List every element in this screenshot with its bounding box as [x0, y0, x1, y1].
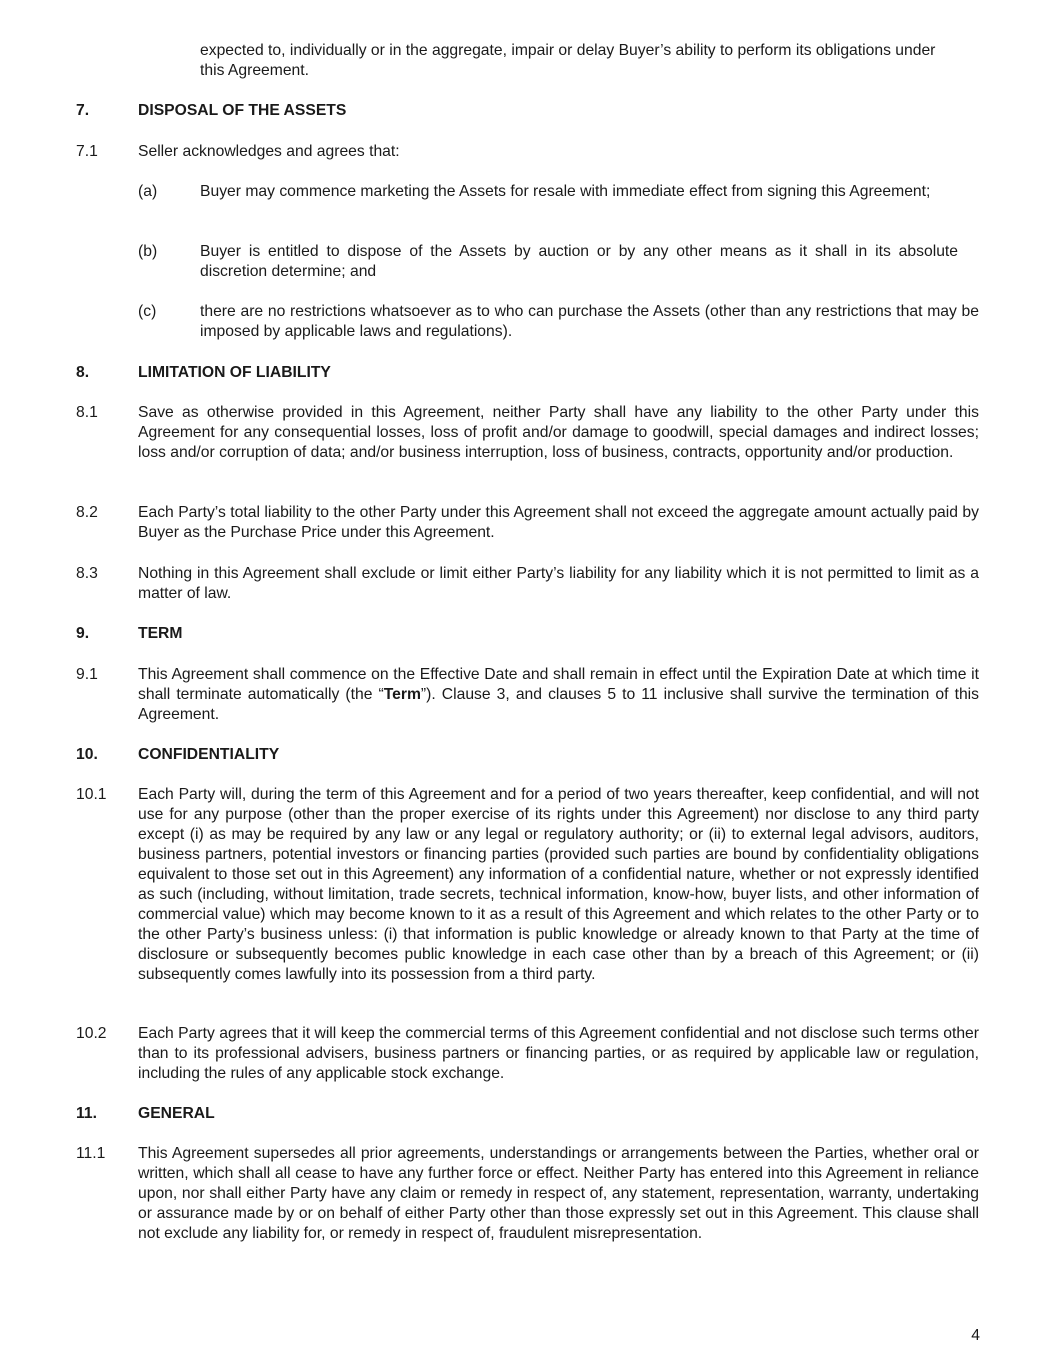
clause-number: 7.1 — [76, 143, 98, 160]
item-text: Buyer is entitled to dispose of the Assets by auction or by any other means as it shall in its absolute discretion determine; and — [200, 243, 958, 280]
section-11-heading — [76, 1104, 979, 1124]
clause-text-start: This Agreement shall commence on the Effective Date and shall remain in effect until the Expiration Date at which time it shall terminate automatically (the “ — [138, 666, 979, 703]
item-label: (b) — [138, 243, 158, 260]
section-title: CONFIDENTIALITY — [138, 746, 280, 763]
clause-9-1 — [76, 665, 979, 725]
item-text: there are no restrictions whatsoever as to who can purchase the Assets (other than any restrictions that may be imposed by applicable laws and regulations). — [200, 303, 979, 340]
clause-number: 8.3 — [76, 565, 98, 582]
clause-text: Each Party’s total liability to the other Party under this Agreement shall not exceed the aggregate amount actually paid by Buyer as the Purchase Price under this Agreement. — [138, 504, 979, 541]
clause-8-3 — [76, 564, 979, 604]
clause-7-1-c — [138, 302, 979, 342]
defined-term: Term — [383, 686, 421, 703]
section-9-heading — [76, 624, 979, 644]
section-number: 9. — [76, 625, 90, 642]
page-number: 4 — [971, 1327, 980, 1344]
section-number: 7. — [76, 102, 90, 119]
clause-number: 8.2 — [76, 504, 98, 521]
clause-text: Seller acknowledges and agrees that: — [138, 143, 400, 160]
clause-text: Each Party will, during the term of this Agreement and for a period of two years thereafter, keep confidential, and will not use for any purpose (other than the proper exercise of its rights under this Agreement) nor disclose to any third party except (i) as may be required by any law or any legal or regulatory authority; or (ii) to external legal advisors, auditors, business partners, potential investors or financing parties (provided such parties are bound by confidentiality obligations equivalent to those set out in this Agreement) any information of a confidential nature, whether or not expressly identified as such (including, without limitation, trade secrets, technical information, know-how, buyer lists, and other information of commercial value) which may become known to it as a result of this Agreement and which relates to the other Party or to the other Party’s business unless: (i) that information is public knowledge or already known to that Party at the time of disclosure or subsequently becomes public knowledge in each case other than by a breach of this Agreement; or (ii) subsequently comes lawfully into its possession from a third party. — [138, 786, 979, 983]
section-number: 10. — [76, 746, 98, 763]
section-7-heading — [76, 101, 979, 121]
clause-text-end: ”). Clause 3, and clauses 5 to 11 inclusive shall survive the termination of this Agreement. — [138, 686, 979, 723]
item-text: Buyer may commence marketing the Assets for resale with immediate effect from signing this Agreement; — [200, 183, 931, 200]
continuation-text: expected to, individually or in the aggregate, impair or delay Buyer’s ability to perform its obligations under this Agreement. — [200, 42, 936, 79]
clause-number: 10.1 — [76, 786, 107, 803]
clause-number: 10.2 — [76, 1025, 107, 1042]
clause-10-2 — [76, 1024, 979, 1084]
clause-8-2 — [76, 503, 979, 543]
section-10-heading — [76, 745, 979, 765]
section-number: 8. — [76, 364, 90, 381]
section-title: TERM — [138, 625, 183, 642]
item-label: (a) — [138, 183, 158, 200]
clause-7-1-b — [138, 242, 958, 282]
clause-text: Nothing in this Agreement shall exclude or limit either Party’s liability for any liability which it is not permitted to limit as a matter of law. — [138, 565, 979, 602]
clause-7-1 — [76, 142, 979, 162]
clause-text: This Agreement supersedes all prior agreements, understandings or arrangements between the Parties, whether oral or written, which shall all cease to have any further force or effect. Neither Party has entered into this Agreement in reliance upon, nor shall either Party have any claim or remedy in respect of, any statement, representation, warranty, undertaking or assurance made by or on behalf of either Party other than those expressly set out in this Agreement. This clause shall not exclude any liability for, or remedy in respect of, fraudulent misrepresentation. — [138, 1145, 979, 1242]
section-title: GENERAL — [138, 1105, 215, 1122]
section-number: 11. — [76, 1105, 97, 1122]
section-title: DISPOSAL OF THE ASSETS — [138, 102, 347, 119]
clause-10-1 — [76, 785, 979, 985]
clause-7-1-a — [138, 182, 958, 202]
clause-text: Each Party agrees that it will keep the commercial terms of this Agreement confidential and not disclose such terms other than to its professional advisers, business partners or financing parties, or as required by applicable law or regulation, including the rules of any applicable stock exchange. — [138, 1025, 979, 1082]
clause-number: 8.1 — [76, 404, 98, 421]
clause-text — [138, 665, 979, 725]
section-8-heading — [76, 363, 979, 383]
clause-text: Save as otherwise provided in this Agreement, neither Party shall have any liability to the other Party under this Agreement for any consequential losses, loss of profit and/or damage to goodwill, special damages and indirect losses; loss and/or corruption of data; and/or business interruption, loss of business, contracts, opportunity and/or production. — [138, 404, 979, 461]
section-title: LIMITATION OF LIABILITY — [138, 364, 331, 381]
clause-number: 11.1 — [76, 1145, 106, 1162]
item-label: (c) — [138, 303, 157, 320]
clause-number: 9.1 — [76, 666, 98, 683]
clause-11-1 — [76, 1144, 979, 1244]
clause-8-1 — [76, 403, 979, 463]
